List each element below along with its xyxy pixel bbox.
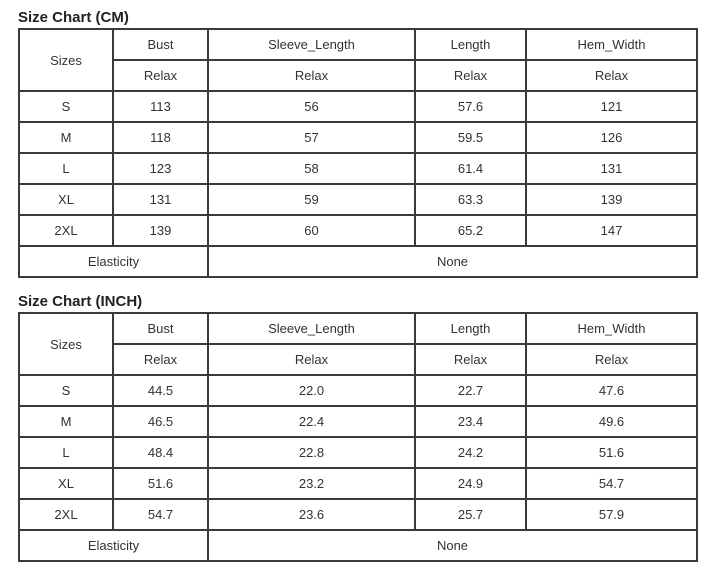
bust-cell: 54.7 — [113, 499, 208, 530]
hem-width-header: Hem_Width — [526, 313, 697, 344]
size-cell: 2XL — [19, 499, 113, 530]
hem-width-cell: 54.7 — [526, 468, 697, 499]
bust-cell: 44.5 — [113, 375, 208, 406]
length-header: Length — [415, 29, 526, 60]
sleeve-length-fit: Relax — [208, 344, 415, 375]
hem-width-cell: 131 — [526, 153, 697, 184]
sleeve-length-cell: 59 — [208, 184, 415, 215]
sleeve-length-cell: 60 — [208, 215, 415, 246]
hem-width-cell: 126 — [526, 122, 697, 153]
length-fit: Relax — [415, 344, 526, 375]
table-row — [19, 375, 697, 406]
hem-width-cell: 139 — [526, 184, 697, 215]
sleeve-length-cell: 23.2 — [208, 468, 415, 499]
sleeve-length-header: Sleeve_Length — [208, 313, 415, 344]
length-cell: 65.2 — [415, 215, 526, 246]
elasticity-value: None — [208, 246, 697, 277]
bust-fit: Relax — [113, 344, 208, 375]
table-row — [19, 468, 697, 499]
length-cell: 59.5 — [415, 122, 526, 153]
hem-width-cell: 121 — [526, 91, 697, 122]
header-row — [19, 29, 697, 60]
bust-fit: Relax — [113, 60, 208, 91]
sleeve-length-cell: 22.8 — [208, 437, 415, 468]
table-row — [19, 499, 697, 530]
table-row — [19, 122, 697, 153]
bust-cell: 139 — [113, 215, 208, 246]
size-chart-inch-table — [18, 312, 698, 562]
hem-width-cell: 49.6 — [526, 406, 697, 437]
size-chart-cm-table — [18, 28, 698, 278]
table-row — [19, 406, 697, 437]
hem-width-cell: 57.9 — [526, 499, 697, 530]
sleeve-length-fit: Relax — [208, 60, 415, 91]
size-cell: L — [19, 437, 113, 468]
length-cell: 24.2 — [415, 437, 526, 468]
length-cell: 63.3 — [415, 184, 526, 215]
size-chart-inch-title: Size Chart (INCH) — [18, 293, 143, 310]
bust-header: Bust — [113, 313, 208, 344]
length-cell: 25.7 — [415, 499, 526, 530]
sleeve-length-cell: 56 — [208, 91, 415, 122]
hem-width-cell: 51.6 — [526, 437, 697, 468]
sleeve-length-cell: 57 — [208, 122, 415, 153]
hem-width-header: Hem_Width — [526, 29, 697, 60]
size-cell: M — [19, 122, 113, 153]
size-chart-cm-title: Size Chart (CM) — [18, 9, 129, 26]
hem-width-cell: 47.6 — [526, 375, 697, 406]
sleeve-length-header: Sleeve_Length — [208, 29, 415, 60]
table-row — [19, 215, 697, 246]
elasticity-label: Elasticity — [19, 530, 208, 561]
length-fit: Relax — [415, 60, 526, 91]
size-cell: M — [19, 406, 113, 437]
hem-width-cell: 147 — [526, 215, 697, 246]
header-row — [19, 313, 697, 344]
sizes-header: Sizes — [19, 313, 113, 375]
hem-width-fit: Relax — [526, 60, 697, 91]
bust-cell: 48.4 — [113, 437, 208, 468]
table-row — [19, 153, 697, 184]
length-cell: 22.7 — [415, 375, 526, 406]
sleeve-length-cell: 22.0 — [208, 375, 415, 406]
sleeve-length-cell: 58 — [208, 153, 415, 184]
table-row — [19, 184, 697, 215]
bust-cell: 51.6 — [113, 468, 208, 499]
bust-cell: 131 — [113, 184, 208, 215]
elasticity-value: None — [208, 530, 697, 561]
table-row — [19, 91, 697, 122]
fit-row — [19, 344, 697, 375]
elasticity-row — [19, 246, 697, 277]
length-cell: 24.9 — [415, 468, 526, 499]
fit-row — [19, 60, 697, 91]
bust-cell: 118 — [113, 122, 208, 153]
elasticity-row — [19, 530, 697, 561]
table-row — [19, 437, 697, 468]
length-cell: 61.4 — [415, 153, 526, 184]
size-cell: S — [19, 91, 113, 122]
elasticity-label: Elasticity — [19, 246, 208, 277]
bust-header: Bust — [113, 29, 208, 60]
length-header: Length — [415, 313, 526, 344]
sleeve-length-cell: 22.4 — [208, 406, 415, 437]
size-cell: XL — [19, 468, 113, 499]
length-cell: 57.6 — [415, 91, 526, 122]
size-cell: XL — [19, 184, 113, 215]
size-cell: S — [19, 375, 113, 406]
bust-cell: 46.5 — [113, 406, 208, 437]
sizes-header: Sizes — [19, 29, 113, 91]
size-cell: 2XL — [19, 215, 113, 246]
bust-cell: 113 — [113, 91, 208, 122]
length-cell: 23.4 — [415, 406, 526, 437]
size-cell: L — [19, 153, 113, 184]
sleeve-length-cell: 23.6 — [208, 499, 415, 530]
bust-cell: 123 — [113, 153, 208, 184]
hem-width-fit: Relax — [526, 344, 697, 375]
